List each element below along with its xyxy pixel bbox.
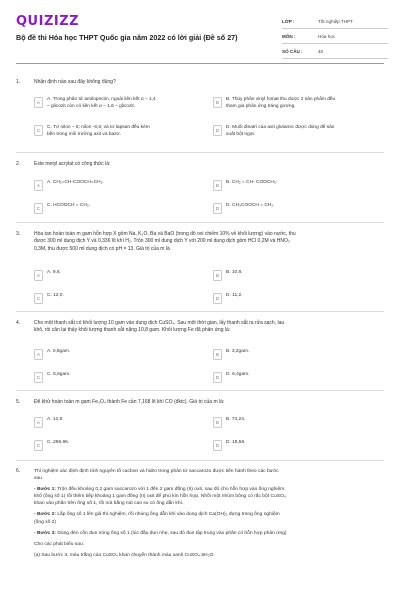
step-text: khô (ống số 1) rồi thêm tiếp khoảng 1 gam đồng (II) oxit để phủ kín hỗn hợp. Nhồi một nhúm bông có rắc bột CuSO₄ bbox=[34, 494, 286, 500]
question-text: Nhận định nào sau đây không đúng? bbox=[34, 79, 116, 85]
question-text: Hòa tan hoàn toàn m gam hỗn hợp X gồm Na, K₂O, Ba và BaO (trong đó oxi chiếm 10% về khối lượng) vào nước, thu bbox=[34, 231, 296, 237]
option-letter: A bbox=[34, 349, 43, 360]
option-text: B. 3,2gam. bbox=[226, 349, 250, 354]
meta-value: Hóa học bbox=[318, 33, 336, 39]
option-text: A. 9,6. bbox=[47, 270, 61, 275]
meta-value: Tốt nghiệp THPT bbox=[318, 18, 353, 24]
option-a[interactable] bbox=[34, 416, 209, 428]
option-b[interactable] bbox=[213, 416, 388, 428]
meta-table bbox=[282, 14, 388, 59]
option-text: A. CH₂=CH-COOCH=CH₂. bbox=[47, 180, 104, 185]
question-number: 6. bbox=[16, 468, 21, 474]
option-b[interactable] bbox=[213, 348, 388, 360]
meta-row-count bbox=[282, 44, 388, 59]
statements-intro: Cho các phát biểu sau: bbox=[34, 541, 85, 547]
option-text: – glicozit còn có liên kết α – 1,6 – glicozit. bbox=[47, 103, 136, 109]
option-d[interactable] bbox=[213, 292, 388, 304]
option-letter: B bbox=[213, 97, 222, 108]
option-text: D. 18,56. bbox=[226, 440, 246, 445]
step-1 bbox=[34, 486, 386, 507]
option-text: A. 0,8gam. bbox=[47, 349, 71, 354]
question-2 bbox=[16, 161, 386, 221]
option-text: D. CH₃COOCH = CH₂. bbox=[226, 203, 275, 208]
option-c[interactable] bbox=[34, 371, 209, 383]
option-letter: C bbox=[34, 203, 43, 214]
option-a[interactable] bbox=[34, 348, 209, 360]
option-text: B. CH₂ = CH- COOCH₃. bbox=[226, 180, 278, 185]
option-text: D. 11,2. bbox=[226, 293, 243, 298]
option-letter: A bbox=[34, 180, 43, 191]
question-divider bbox=[16, 152, 384, 153]
option-letter: C bbox=[34, 372, 43, 383]
option-letter: D bbox=[213, 440, 222, 451]
step-label: - Bước 3: bbox=[34, 530, 56, 536]
option-letter: C bbox=[34, 440, 43, 451]
option-text: B. 74,24. bbox=[226, 417, 246, 422]
option-text: A. Trong phân tử amilopectin, ngoài liên kết α – 1,4 bbox=[47, 97, 156, 102]
question-divider bbox=[16, 222, 384, 223]
option-letter: D bbox=[213, 203, 222, 214]
option-text: A. 12,8 bbox=[47, 417, 63, 422]
page-title: Bộ đề thi Hóa học THPT Quốc gia năm 2022 có lời giải (Đề số 27) bbox=[16, 33, 238, 42]
option-text: B. Thủy phân vinyl fomat thu được 2 sản phẩm đều bbox=[226, 97, 336, 102]
option-letter: D bbox=[213, 372, 222, 383]
option-text: D. Muối đinatri của axit glutamic được dùng để sản bbox=[226, 125, 335, 130]
question-text: Este metyl acrylat có công thức là: bbox=[34, 161, 111, 167]
header-divider bbox=[16, 63, 384, 64]
meta-label: LỚP : bbox=[282, 18, 295, 24]
step-text: Lắp ống số 1 lên giá thí nghiệm, rồi nhúng ống dẫn khí vào dung dịch Ca(OH)₂ đựng trong ống nghiệm bbox=[55, 512, 280, 518]
option-a[interactable] bbox=[34, 269, 209, 281]
option-letter: A bbox=[34, 97, 43, 108]
option-text: C. Tơ nilon – 6; nilon -6,6; và tơ lapsan đều kém bbox=[47, 125, 150, 130]
question-5 bbox=[16, 399, 386, 459]
option-text: C. HCOOCH = CH₂. bbox=[47, 203, 91, 208]
meta-row-subject bbox=[282, 29, 388, 44]
option-letter: D bbox=[213, 125, 222, 136]
question-divider bbox=[16, 311, 384, 312]
option-d[interactable] bbox=[213, 124, 388, 136]
question-number: 3. bbox=[16, 231, 21, 237]
option-letter: B bbox=[213, 349, 222, 360]
option-letter: B bbox=[213, 417, 222, 428]
step-text: Dùng đèn cồn đun nóng ống số 1 (lúc đầu đun nhẹ, sau đó đun tập trung vào phần có hỗn hợp phản ứng) bbox=[55, 530, 287, 536]
option-letter: C bbox=[34, 125, 43, 136]
option-text: bền trong môi trường axit và bazơ. bbox=[47, 131, 122, 137]
option-a[interactable] bbox=[34, 179, 209, 191]
step-label: - Bước 1: bbox=[34, 487, 56, 493]
option-letter: B bbox=[213, 180, 222, 191]
option-letter: A bbox=[34, 417, 43, 428]
option-text: tham gia phản ứng tráng gương. bbox=[226, 103, 296, 109]
meta-label: SỐ CÂU : bbox=[282, 48, 303, 54]
statement-a: (a) Sau bước 3, màu trắng của CuSO₄ khan chuyển thành màu xanh CuSO₄.5H₂O. bbox=[34, 552, 215, 558]
question-text: Cho một thanh sắt có khối lượng 10 gam vào dung dịch CuSO₄. Sau một thời gian, lấy thanh sắt ra rửa sạch, lau bbox=[34, 320, 285, 326]
meta-row-class bbox=[282, 14, 388, 29]
option-a[interactable] bbox=[34, 96, 209, 108]
question-text: Để khử hoàn toàn m gam Fe₃O₄ thành Fe cần 7,168 lít khí CO (đktc). Giá trị của m là: bbox=[34, 399, 225, 405]
option-c[interactable] bbox=[34, 202, 209, 214]
option-letter: B bbox=[213, 270, 222, 281]
option-text: C. 12,0. bbox=[47, 293, 64, 298]
option-b[interactable] bbox=[213, 179, 388, 191]
question-number: 5. bbox=[16, 399, 21, 405]
option-letter: C bbox=[34, 293, 43, 304]
option-text: xuất bột ngọt. bbox=[226, 131, 256, 137]
question-number: 1. bbox=[16, 79, 21, 85]
meta-label: MÔN : bbox=[282, 33, 296, 39]
question-6 bbox=[16, 468, 386, 600]
step-3 bbox=[34, 530, 386, 537]
option-c[interactable] bbox=[34, 124, 209, 136]
question-divider bbox=[16, 460, 384, 461]
option-d[interactable] bbox=[213, 439, 388, 451]
step-text: (ống số 2) bbox=[34, 519, 57, 525]
question-text: khô, rồi cân lại thấy khối lượng thanh sắt nặng 10,8 gam. Khối lượng Fe đã phản ứng là: bbox=[34, 327, 231, 334]
quizizz-logo: QUIZIZZ bbox=[16, 14, 80, 29]
step-2 bbox=[34, 511, 386, 525]
option-text: D. 6,4gam. bbox=[226, 372, 250, 377]
option-b[interactable] bbox=[213, 96, 388, 108]
option-letter: D bbox=[213, 293, 222, 304]
question-text: sau bbox=[34, 476, 42, 482]
option-d[interactable] bbox=[213, 371, 388, 383]
question-4 bbox=[16, 320, 386, 390]
step-text: khan vào phần trên ống số 1, rồi nút bằng nút cao su có ống dẫn khí. bbox=[34, 501, 184, 507]
option-b[interactable] bbox=[213, 269, 388, 281]
question-text: được 300 ml dung dịch Y và 0,336 lít khí H₂. Trộn 300 ml dung dịch Y với 200 ml dung dịch gồm HCl 0,2M và HNO₃ bbox=[34, 238, 290, 245]
option-d[interactable] bbox=[213, 202, 388, 214]
question-1 bbox=[16, 79, 386, 149]
question-text: 0,3M, thu được 500 ml dung dịch có pH = 13. Giá trị của m là bbox=[34, 245, 170, 252]
meta-value: 40 bbox=[318, 48, 324, 54]
question-number: 4. bbox=[16, 320, 21, 326]
question-divider bbox=[16, 390, 384, 391]
question-text: Thí nghiệm xác định định tính nguyên tố cacbon và hidro trong phân tử saccarozo được tiến hành theo các bước bbox=[34, 469, 279, 474]
step-text: Trộn đều khoảng 0,2 gam saccarozo với 1 đến 2 gam đồng (II) oxit, sau đó cho hỗn hợp vào ống nghiệm bbox=[55, 487, 285, 493]
option-c[interactable] bbox=[34, 292, 209, 304]
option-letter: A bbox=[34, 270, 43, 281]
option-text: C. 5,6gam. bbox=[47, 372, 71, 377]
option-c[interactable] bbox=[34, 439, 209, 451]
option-text: B. 10,8. bbox=[226, 270, 243, 275]
question-3 bbox=[16, 231, 386, 311]
step-label: - Bước 2: bbox=[34, 512, 56, 518]
question-number: 2. bbox=[16, 161, 21, 167]
option-text: C. 296,96. bbox=[47, 440, 70, 445]
